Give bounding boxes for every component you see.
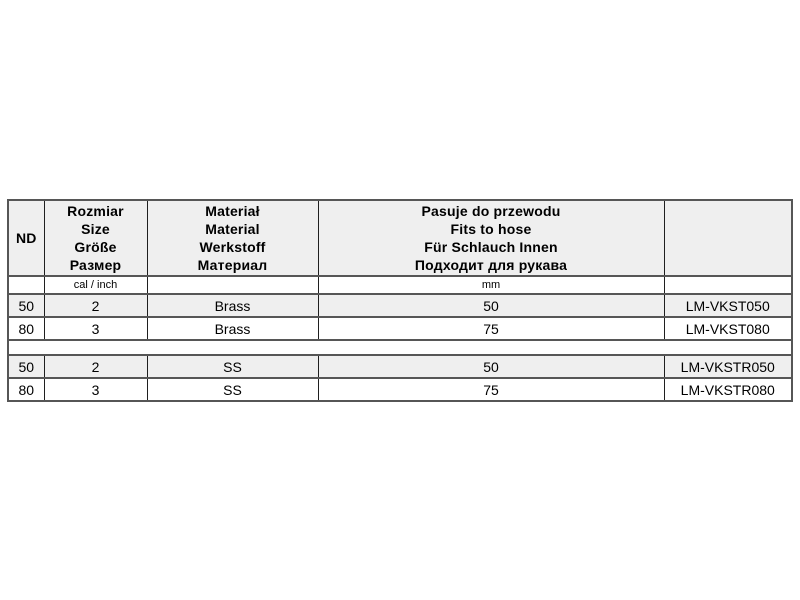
cell-nd: 50	[8, 355, 44, 378]
header-size-line-ru: Размер	[69, 257, 122, 273]
header-material-line-en: Material	[205, 221, 260, 237]
cell-nd: 80	[8, 317, 44, 340]
cell-hose: 75	[318, 378, 664, 401]
header-cell-nd: ND	[8, 200, 44, 276]
header-hose-line-en: Fits to hose	[450, 221, 532, 237]
separator-cell	[8, 340, 792, 355]
header-cell-hose	[318, 200, 664, 276]
units-cell-nd	[8, 276, 44, 294]
header-cell-size	[44, 200, 147, 276]
units-cell-material	[147, 276, 318, 294]
cell-material: Brass	[147, 317, 318, 340]
cell-part-number: LM-VKST080	[664, 317, 792, 340]
cell-size: 3	[44, 317, 147, 340]
cell-hose: 75	[318, 317, 664, 340]
header-hose-line-pl: Pasuje do przewodu	[421, 203, 561, 219]
header-hose-line-de: Für Schlauch Innen	[424, 239, 558, 255]
table-separator-row	[8, 340, 792, 355]
cell-size: 3	[44, 378, 147, 401]
header-cell-material	[147, 200, 318, 276]
table-units-row	[8, 276, 792, 294]
units-cell-part-number	[664, 276, 792, 294]
header-cell-part-number	[664, 200, 792, 276]
units-cell-hose: mm	[318, 276, 664, 294]
table-row	[8, 355, 792, 378]
header-hose-line-ru: Подходит для рукава	[414, 257, 568, 273]
product-spec-table	[7, 199, 793, 402]
table-row	[8, 378, 792, 401]
cell-size: 2	[44, 355, 147, 378]
header-size-line-pl: Rozmiar	[67, 203, 124, 219]
header-material-line-pl: Materiał	[205, 203, 260, 219]
cell-material: SS	[147, 355, 318, 378]
header-material-line-de: Werkstoff	[199, 239, 266, 255]
cell-part-number: LM-VKSTR080	[664, 378, 792, 401]
cell-nd: 80	[8, 378, 44, 401]
table-row	[8, 317, 792, 340]
cell-part-number: LM-VKSTR050	[664, 355, 792, 378]
cell-hose: 50	[318, 355, 664, 378]
cell-material: Brass	[147, 294, 318, 317]
table-row	[8, 294, 792, 317]
units-cell-size: cal / inch	[44, 276, 147, 294]
table-header-row	[8, 200, 792, 276]
cell-nd: 50	[8, 294, 44, 317]
cell-size: 2	[44, 294, 147, 317]
cell-hose: 50	[318, 294, 664, 317]
header-material-line-ru: Материал	[197, 257, 268, 273]
header-size-line-en: Size	[81, 221, 110, 237]
cell-material: SS	[147, 378, 318, 401]
cell-part-number: LM-VKST050	[664, 294, 792, 317]
header-size-line-de: Größe	[74, 239, 117, 255]
